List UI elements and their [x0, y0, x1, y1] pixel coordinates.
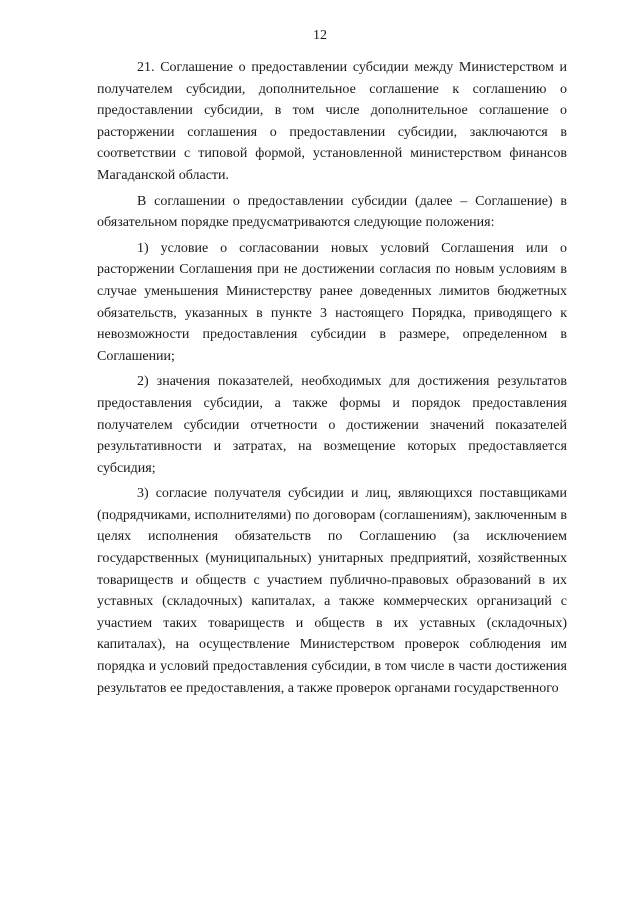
paragraph-21: 21. Соглашение о предоставлении субсидии между Министерством и получателем субсидии, дополнительное соглашение к соглашению о предоставлении субсидии, в том числе дополнительное соглашение о расторжении соглашения о предоставлении субсидии, заключаются в соответствии с типовой формой, установленной министерством финансов Магаданской области.	[97, 60, 567, 183]
paragraph-item-1: 1) условие о согласовании новых условий Соглашения или о расторжении Соглашения при не достижении согласия по новым условиям в случае уменьшения Министерству ранее доведенных лимитов бюджетных обязательств, указанных в пункте 3 настоящего Порядка, приводящего к невозможности предоставления субсидии в размере, определенном в Соглашении;	[97, 240, 567, 364]
paragraph-item-3: 3) согласие получателя субсидии и лиц, являющихся поставщиками (подрядчиками, исполнителями) по договорам (соглашениям), заключенным в целях исполнения обязательств по Соглашению (за исключением государственных (муниципальных) унитарных предприятий, хозяйственных товариществ и обществ с участием публично-правовых образований в их уставных (складочных) капиталах, а также коммерческих организаций с участием таких товариществ и обществ в их уставных (складочных) капиталах), на осуществление Министерством проверок соблюдения им порядка и условий предоставления субсидии, в том числе в части достижения результатов ее предоставления, а также проверок органами государственного	[97, 486, 567, 696]
page-number: 12	[313, 28, 327, 43]
document-body	[97, 57, 567, 699]
paragraph-item-2: 2) значения показателей, необходимых для достижения результатов предоставления субсидии, а также формы и порядок предоставления получателем субсидии отчетности о достижении значений показателей результативности и затратах, на возмещение которых предоставляется субсидия;	[97, 374, 567, 476]
paragraph-agreement-provisions: В соглашении о предоставлении субсидии (далее – Соглашение) в обязательном порядке предусматриваются следующие положения:	[97, 193, 567, 231]
